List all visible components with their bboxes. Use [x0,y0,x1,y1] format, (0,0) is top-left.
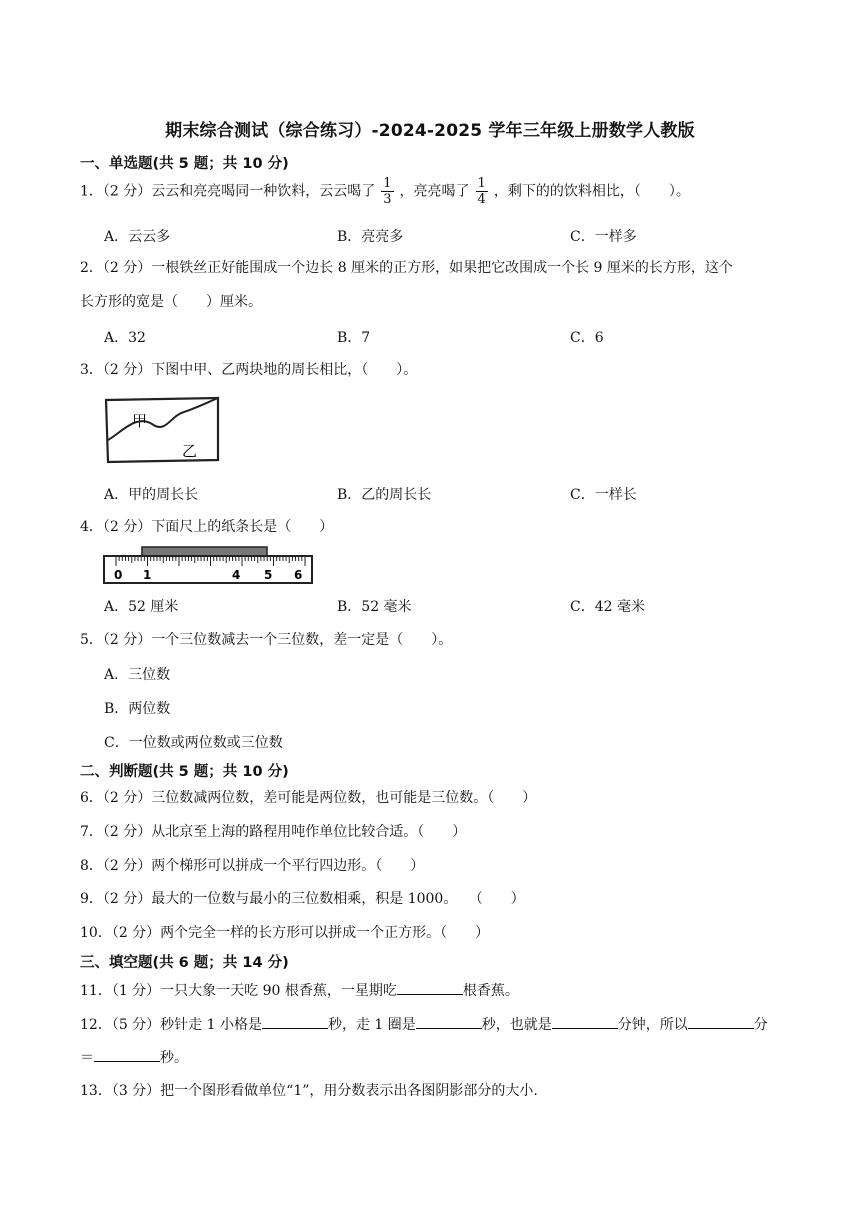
question-3: 3．（2 分）下图中甲、乙两块地的周长相比，（ ）。 [80,362,418,378]
q4-option-b[interactable]: B．52 毫米 [337,599,412,615]
question-2-line-2: 长方形的宽是（ ）厘米。 [80,294,262,310]
ruler-label-4: 4 [232,568,241,582]
ruler-figure [102,544,316,586]
fraction-one-third: $\frac{1}{3}$ [383,176,392,207]
question-8: 8．（2 分）两个梯形可以拼成一个平行四边形。（ ） [80,858,425,874]
ruler-label-6: 6 [294,568,303,582]
q1-option-a[interactable]: A．云云多 [104,229,171,245]
section-heading-fill-blank: 三、填空题(共 6 题；共 14 分) [80,955,289,971]
q3-option-c[interactable]: C．一样长 [570,487,637,503]
question-7: 7．（2 分）从北京至上海的路程用吨作单位比较合适。（ ） [80,824,467,840]
answer-blank[interactable] [416,1014,482,1029]
plot-boundary-curve [108,398,218,440]
q1-option-c[interactable]: C．一样多 [570,229,637,245]
q2-option-b[interactable]: B．7 [337,330,371,346]
ruler-label-0: 0 [114,568,123,582]
paper-strip [142,547,267,556]
question-11: 11．（1 分）一只大象一天吃 90 根香蕉，一星期吃 根香蕉。 [80,980,519,1001]
land-plot-figure [100,394,222,468]
q4-option-c[interactable]: C．42 毫米 [570,599,645,615]
question-1-text-end: ，剩下的的饮料相比，（ ）。 [493,183,690,200]
question-1-text: 1．（2 分）云云和亮亮喝同一种饮料，云云喝了 [80,183,376,200]
question-12: 12．（5 分）秒针走 1 小格是 秒，走 1 圈是 秒，也就是 分钟，所以 分 [80,1014,768,1035]
ruler-label-5: 5 [264,568,273,582]
plot-label-yi: 乙 [182,442,198,460]
q5-option-c[interactable]: C．一位数或两位数或三位数 [104,735,283,751]
page-title: 期末综合测试（综合练习）-2024-2025 学年三年级上册数学人教版 [165,121,695,141]
question-5: 5．（2 分）一个三位数减去一个三位数，差一定是（ ）。 [80,632,453,648]
question-1-text-mid: ，亮亮喝了 [399,183,470,200]
answer-blank[interactable] [552,1014,618,1029]
question-6: 6．（2 分）三位数减两位数，差可能是两位数，也可能是三位数。（ ） [80,790,537,806]
ruler-label-1: 1 [143,568,152,582]
q3-option-a[interactable]: A．甲的周长长 [104,487,199,503]
section-heading-single-choice: 一、单选题(共 5 题；共 10 分) [80,156,289,172]
answer-blank[interactable] [397,980,463,995]
question-10: 10．（2 分）两个完全一样的长方形可以拼成一个正方形。（ ） [80,925,490,941]
q5-option-b[interactable]: B．两位数 [104,701,171,717]
q2-option-c[interactable]: C．6 [570,330,604,346]
q5-option-a[interactable]: A．三位数 [104,667,171,683]
answer-blank[interactable] [688,1014,754,1029]
q4-option-a[interactable]: A．52 厘米 [104,599,179,615]
fraction-one-quarter: $\frac{1}{4}$ [477,176,486,207]
q3-option-b[interactable]: B．乙的周长长 [337,487,432,503]
question-9: 9．（2 分）最大的一位数与最小的三位数相乘，积是 1000。 （ ） [80,891,525,907]
q1-option-b[interactable]: B．亮亮多 [337,229,404,245]
question-1 [80,176,690,207]
section-heading-true-false: 二、判断题(共 5 题；共 10 分) [80,764,289,780]
question-12-line-2: ＝ 秒。 [80,1047,188,1068]
answer-blank[interactable] [94,1047,160,1062]
question-13: 13．（3 分）把一个图形看做单位“1”，用分数表示出各图阴影部分的大小. [80,1083,538,1099]
question-4: 4．（2 分）下面尺上的纸条长是（ ） [80,519,334,535]
plot-label-jia: 甲 [132,412,148,430]
answer-blank[interactable] [262,1014,328,1029]
q2-option-a[interactable]: A．32 [104,330,146,346]
question-2-line-1: 2．（2 分）一根铁丝正好能围成一个边长 8 厘米的正方形，如果把它改围成一个长 9 厘米的长方形，这个 [80,260,733,276]
